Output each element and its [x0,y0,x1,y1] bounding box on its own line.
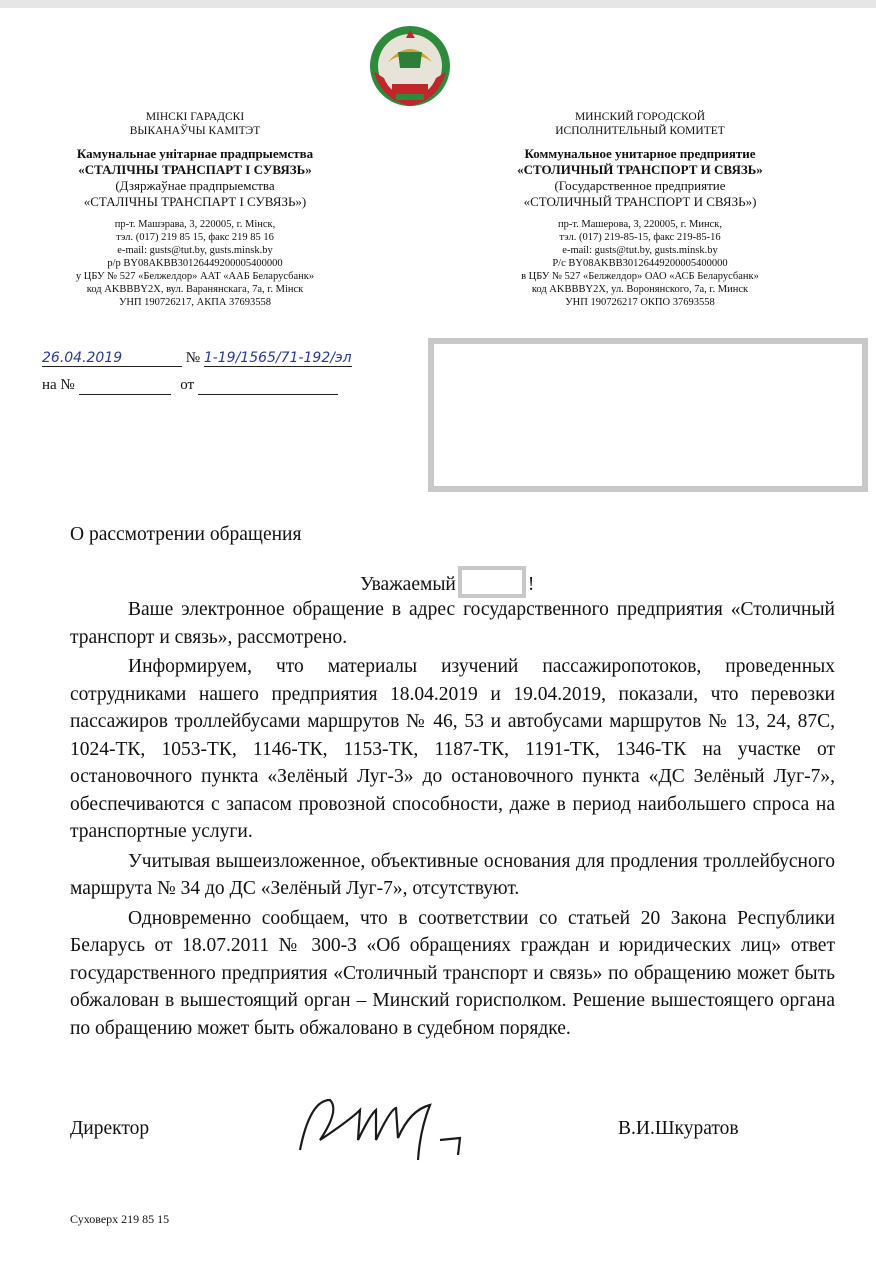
sub-line: (Дзяржаўнае прадпрыемства [115,178,275,193]
paragraph: Одновременно сообщаем, что в соответствии со статьей 20 Закона Республики Беларусь от 18.07.2011 № 300-З «Об обращениях граждан и юридических лиц» ответ государственного предприятия «Столичный транспорт и связь» по обращению может быть обжалован в вышестоящий орган – Минский горисполком. Решение вышестоящего органа по обращению может быть обжаловано в судебном порядке. [70,907,835,1039]
paragraph: Ваше электронное обращение в адрес государственного предприятия «Столичный транспорт и связь», рассмотрено. [70,599,835,648]
letter-body [70,596,835,1042]
ref-label: на № [42,377,75,393]
sub-line: (Государственное предприятие [554,178,726,193]
addr-line: пр-т. Машэрава, 3, 220005, г. Мінск, [114,219,276,230]
addr-line: тэл. (017) 219-85-15, факс 219-85-16 [559,232,721,243]
greeting-text: Уважаемый [360,574,456,595]
paragraph: Информируем, что материалы изучений пассажиропотоков, проведенных сотрудниками нашего предприятия 18.04.2019 и 19.04.2019, показали, что перевозки пассажиров троллейбусами маршрутов № 46, 53 и автобусами маршрутов № 13, 24, 87С, 1024-ТК, 1053-ТК, 1146-ТК, 1153-ТК, 1187-ТК, 1191-ТК, 1346-ТК на участке от остановочного пункта «Зелёный Луг-3» до остановочного пункта «ДС Зелёный Луг-7», обеспечиваются с запасом провозной способности, даже в период наибольшего спроса на транспортные услуги. [70,656,835,842]
registration-block [42,350,352,395]
addr-line: тэл. (017) 219 85 15, факс 219 85 16 [116,232,274,243]
addr-line: e-mail: gusts@tut.by, gusts.minsk.by [562,245,718,256]
reg-number: 1-19/1565/71-192/эл [203,350,352,366]
sub-line: «СТАЛІЧНЫ ТРАНСПАРТ І СУВЯЗЬ») [83,194,307,209]
signatory-name: В.И.Шкуратов [618,1118,739,1139]
coat-of-arms-emblem [362,22,458,110]
from-label: от [180,377,195,393]
addr-line: р/р BY08AKBB30126449200005400000 [107,258,283,269]
addr-line: Р/с BY08AKBB30126449200005400000 [552,258,728,269]
gov-line: ИСПОЛНИТЕЛЬНЫЙ КОМИТЕТ [555,125,725,137]
greeting-exclamation: ! [527,574,535,595]
addr-line: у ЦБУ № 527 «Белжелдор» ААТ «ААБ Беларусбанк» [75,271,315,282]
gov-line: МІНСКІ ГАРАДСКІ [145,111,245,123]
subject-line: О рассмотрении обращения [70,524,302,545]
org-line: Коммунальное унитарное предприятие [524,146,756,161]
greeting [360,566,534,598]
addr-line: УНП 190726217 ОКПО 37693558 [565,297,715,308]
redacted-name-box [458,566,526,598]
redacted-address-box [428,338,868,492]
org-line: «СТОЛИЧНЫЙ ТРАНСПОРТ И СВЯЗЬ» [517,162,763,177]
addr-line: пр-т. Машерова, 3, 220005, г. Минск, [558,219,722,230]
signature-position: Директор [70,1118,150,1139]
addr-line: УНП 190726217, АКПА 37693558 [118,297,272,308]
handwritten-signature [290,1080,490,1170]
executor-info: Суховерх 219 85 15 [70,1212,170,1226]
gov-line: МИНСКИЙ ГОРОДСКОЙ [574,111,706,123]
reg-date: 26.04.2019 [42,350,182,367]
paragraph: Учитывая вышеизложенное, объективные основания для продления троллейбусного маршрута № 34 до ДС «Зелёный Луг-7», отсутствуют. [70,850,835,899]
addr-line: код AKBBBY2X, вул. Варанянскага, 7а, г. Мінск [86,284,304,295]
addr-line: в ЦБУ № 527 «Белжелдор» ОАО «АСБ Беларусбанк» [521,271,759,282]
org-line: Камунальнае унітарнае прадпрыемства [76,146,314,161]
sub-line: «СТОЛИЧНЫЙ ТРАНСПОРТ И СВЯЗЬ») [523,194,757,209]
header-russian [470,110,810,309]
scan-edge [0,0,876,8]
header-belarusian [40,110,350,309]
gov-line: ВЫКАНАЎЧЫ КАМІТЭТ [129,125,261,137]
no-label: № [185,350,201,366]
addr-line: код AKBBBY2X, ул. Воронянского, 7а, г. Минск [531,284,749,295]
addr-line: e-mail: gusts@tut.by, gusts.minsk.by [117,245,273,256]
org-line: «СТАЛІЧНЫ ТРАНСПАРТ І СУВЯЗЬ» [78,162,312,177]
